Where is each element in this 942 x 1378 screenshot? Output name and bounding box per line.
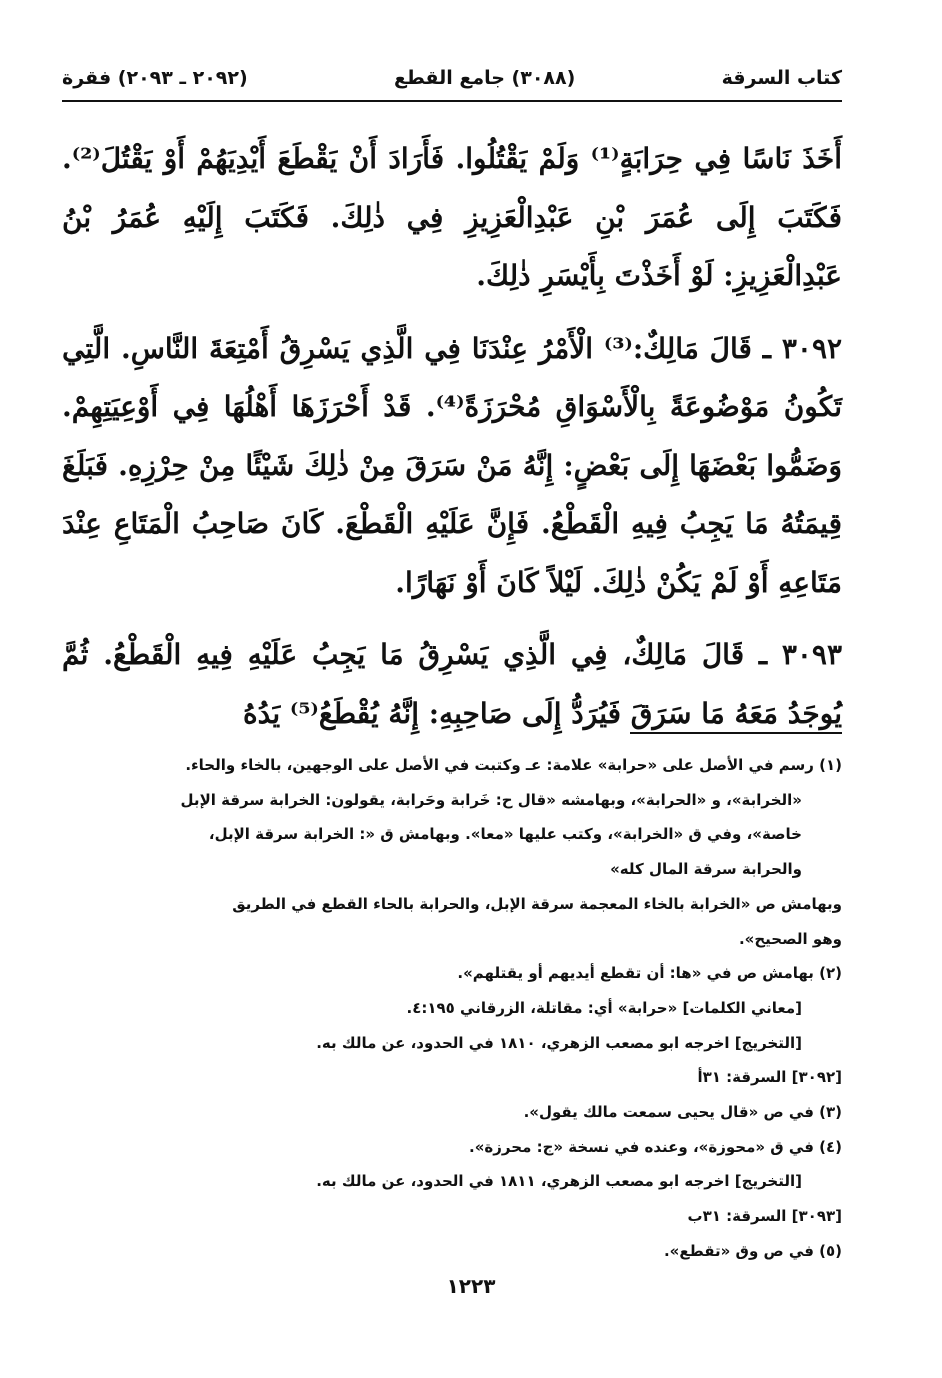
footnote-line: وبهامش ص «الخرابة بالخاء المعجمة سرقة الإبل، والحرابة بالحاء القطع في الطريق [232, 894, 842, 913]
footnote-line: «الخرابة»، و «الحرابة»، وبهامشه «قال ح: خَرابة وحَرابة، يقولون: الخرابة سرقة الإبل [180, 790, 802, 809]
footnotes [62, 748, 842, 1269]
text-paragraph: ٣٠٩٢ ـ قَالَ مَالِكٌ:⁽³⁾ الْأَمْرُ عِنْدَنَا فِي الَّذِي يَسْرِقُ أَمْتِعَةَ النَّاسِ. الَّتِي تَكُونُ مَوْضُوعَةً بِالْأَسْوَاقِ مُحْرَزَةً⁽⁴⁾. قَدْ أَحْرَزَهَا أَهْلُهَا فِي أَوْعِيَتِهِمْ. وَضَمُّوا بَعْضَهَا إِلَى بَعْضٍ: إِنَّهُ مَنْ سَرَقَ مِنْ ذٰلِكَ شَيْئًا مِنْ حِرْزِهِ. فَبَلَغَ قِيمَتُهُ مَا يَجِبُ فِيهِ الْقَطْعُ. فَإِنَّ عَلَيْهِ الْقَطْعَ. كَانَ صَاحِبُ الْمَتَاعِ عِنْدَ مَتَاعِهِ أَوْ لَمْ يَكُنْ ذٰلِكَ. لَيْلاً كَانَ أَوْ نَهَارًا. [62, 331, 843, 599]
footnote-line: [التخريج] اخرجه ابو مصعب الزهري، ١٨١١ في الحدود، عن مالك به. [316, 1172, 802, 1191]
page-number: ١٢٢٣ [446, 1274, 496, 1298]
footnote-line: (٣) في ص «قال يحيى سمعت مالك يقول». [523, 1103, 842, 1122]
header-book-title: كتاب السرقة [721, 67, 842, 89]
footnote-divider [630, 732, 842, 734]
footnote-line: (٢) بهامش ص في «ها: أن تقطع أيديهم أو يقتلهم». [457, 964, 842, 983]
header-paragraph-range: (٢٠٩٢ ـ ٢٠٩٣) فقرة [62, 67, 248, 89]
footnote-line: (٤) في ق «محوزة»، وعنده في نسخة «ج: محرزة». [469, 1137, 842, 1156]
footnote-line: وهو الصحيح». [738, 929, 842, 948]
footnote-line: (٥) في ص وق «تقطع». [663, 1241, 842, 1260]
footnote-line: [معاني الكلمات] «حرابة» أي: مقاتلة، الزرقاني ٤:١٩٥. [406, 998, 802, 1017]
footnote-line: والحرابة سرقة المال كله» [610, 860, 802, 879]
header-chapter-title: (٣٠٨٨) جامع القطع [393, 67, 576, 89]
footnote-line: خاصة»، وفي ق «الخرابة»، وكتب عليها «معا». وبهامش ق «: الخرابة سرقة الإبل، [208, 825, 802, 844]
running-header [62, 58, 842, 98]
text-paragraph: ٣٠٩٣ ـ قَالَ مَالِكٌ، فِي الَّذِي يَسْرِقُ مَا يَجِبُ عَلَيْهِ فِيهِ الْقَطْعُ. ثُمَّ يُوجَدُ مَعَهُ مَا سَرَقَ فَيُرَدُّ إِلَى صَاحِبِهِ: إِنَّهُ يُقْطَعُ⁽⁵⁾ يَدُهُ [62, 638, 842, 730]
footnote-line: [٣٠٩٣] السرقة: ٣١ب [687, 1207, 842, 1226]
footnote-line: [٣٠٩٢] السرقة: ٣١أ [697, 1068, 842, 1087]
main-text [62, 130, 842, 757]
footnote-line: [التخريج] اخرجه ابو مصعب الزهري، ١٨١٠ في الحدود، عن مالك به. [316, 1033, 802, 1052]
header-divider [62, 100, 842, 102]
text-paragraph: أَخَذَ نَاسًا فِي حِرَابَةٍ⁽¹⁾ وَلَمْ يَقْتُلُوا. فَأَرَادَ أَنْ يَقْطَعَ أَيْدِيَهُمْ أَوْ يَقْتُلَ⁽²⁾. فَكَتَبَ إِلَى عُمَرَ بْنِ عَبْدِالْعَزِيزِ فِي ذٰلِكَ. فَكَتَبَ إِلَيْهِ عُمَرُ بْنُ عَبْدِالْعَزِيزِ: لَوْ أَخَذْتَ بِأَيْسَرِ ذٰلِكَ. [62, 142, 843, 292]
footnote-line: (١) رسم في الأصل على «حرابة» علامة: عـ وكتبت في الأصل على الوجهين، بالخاء والحاء. [185, 756, 842, 774]
